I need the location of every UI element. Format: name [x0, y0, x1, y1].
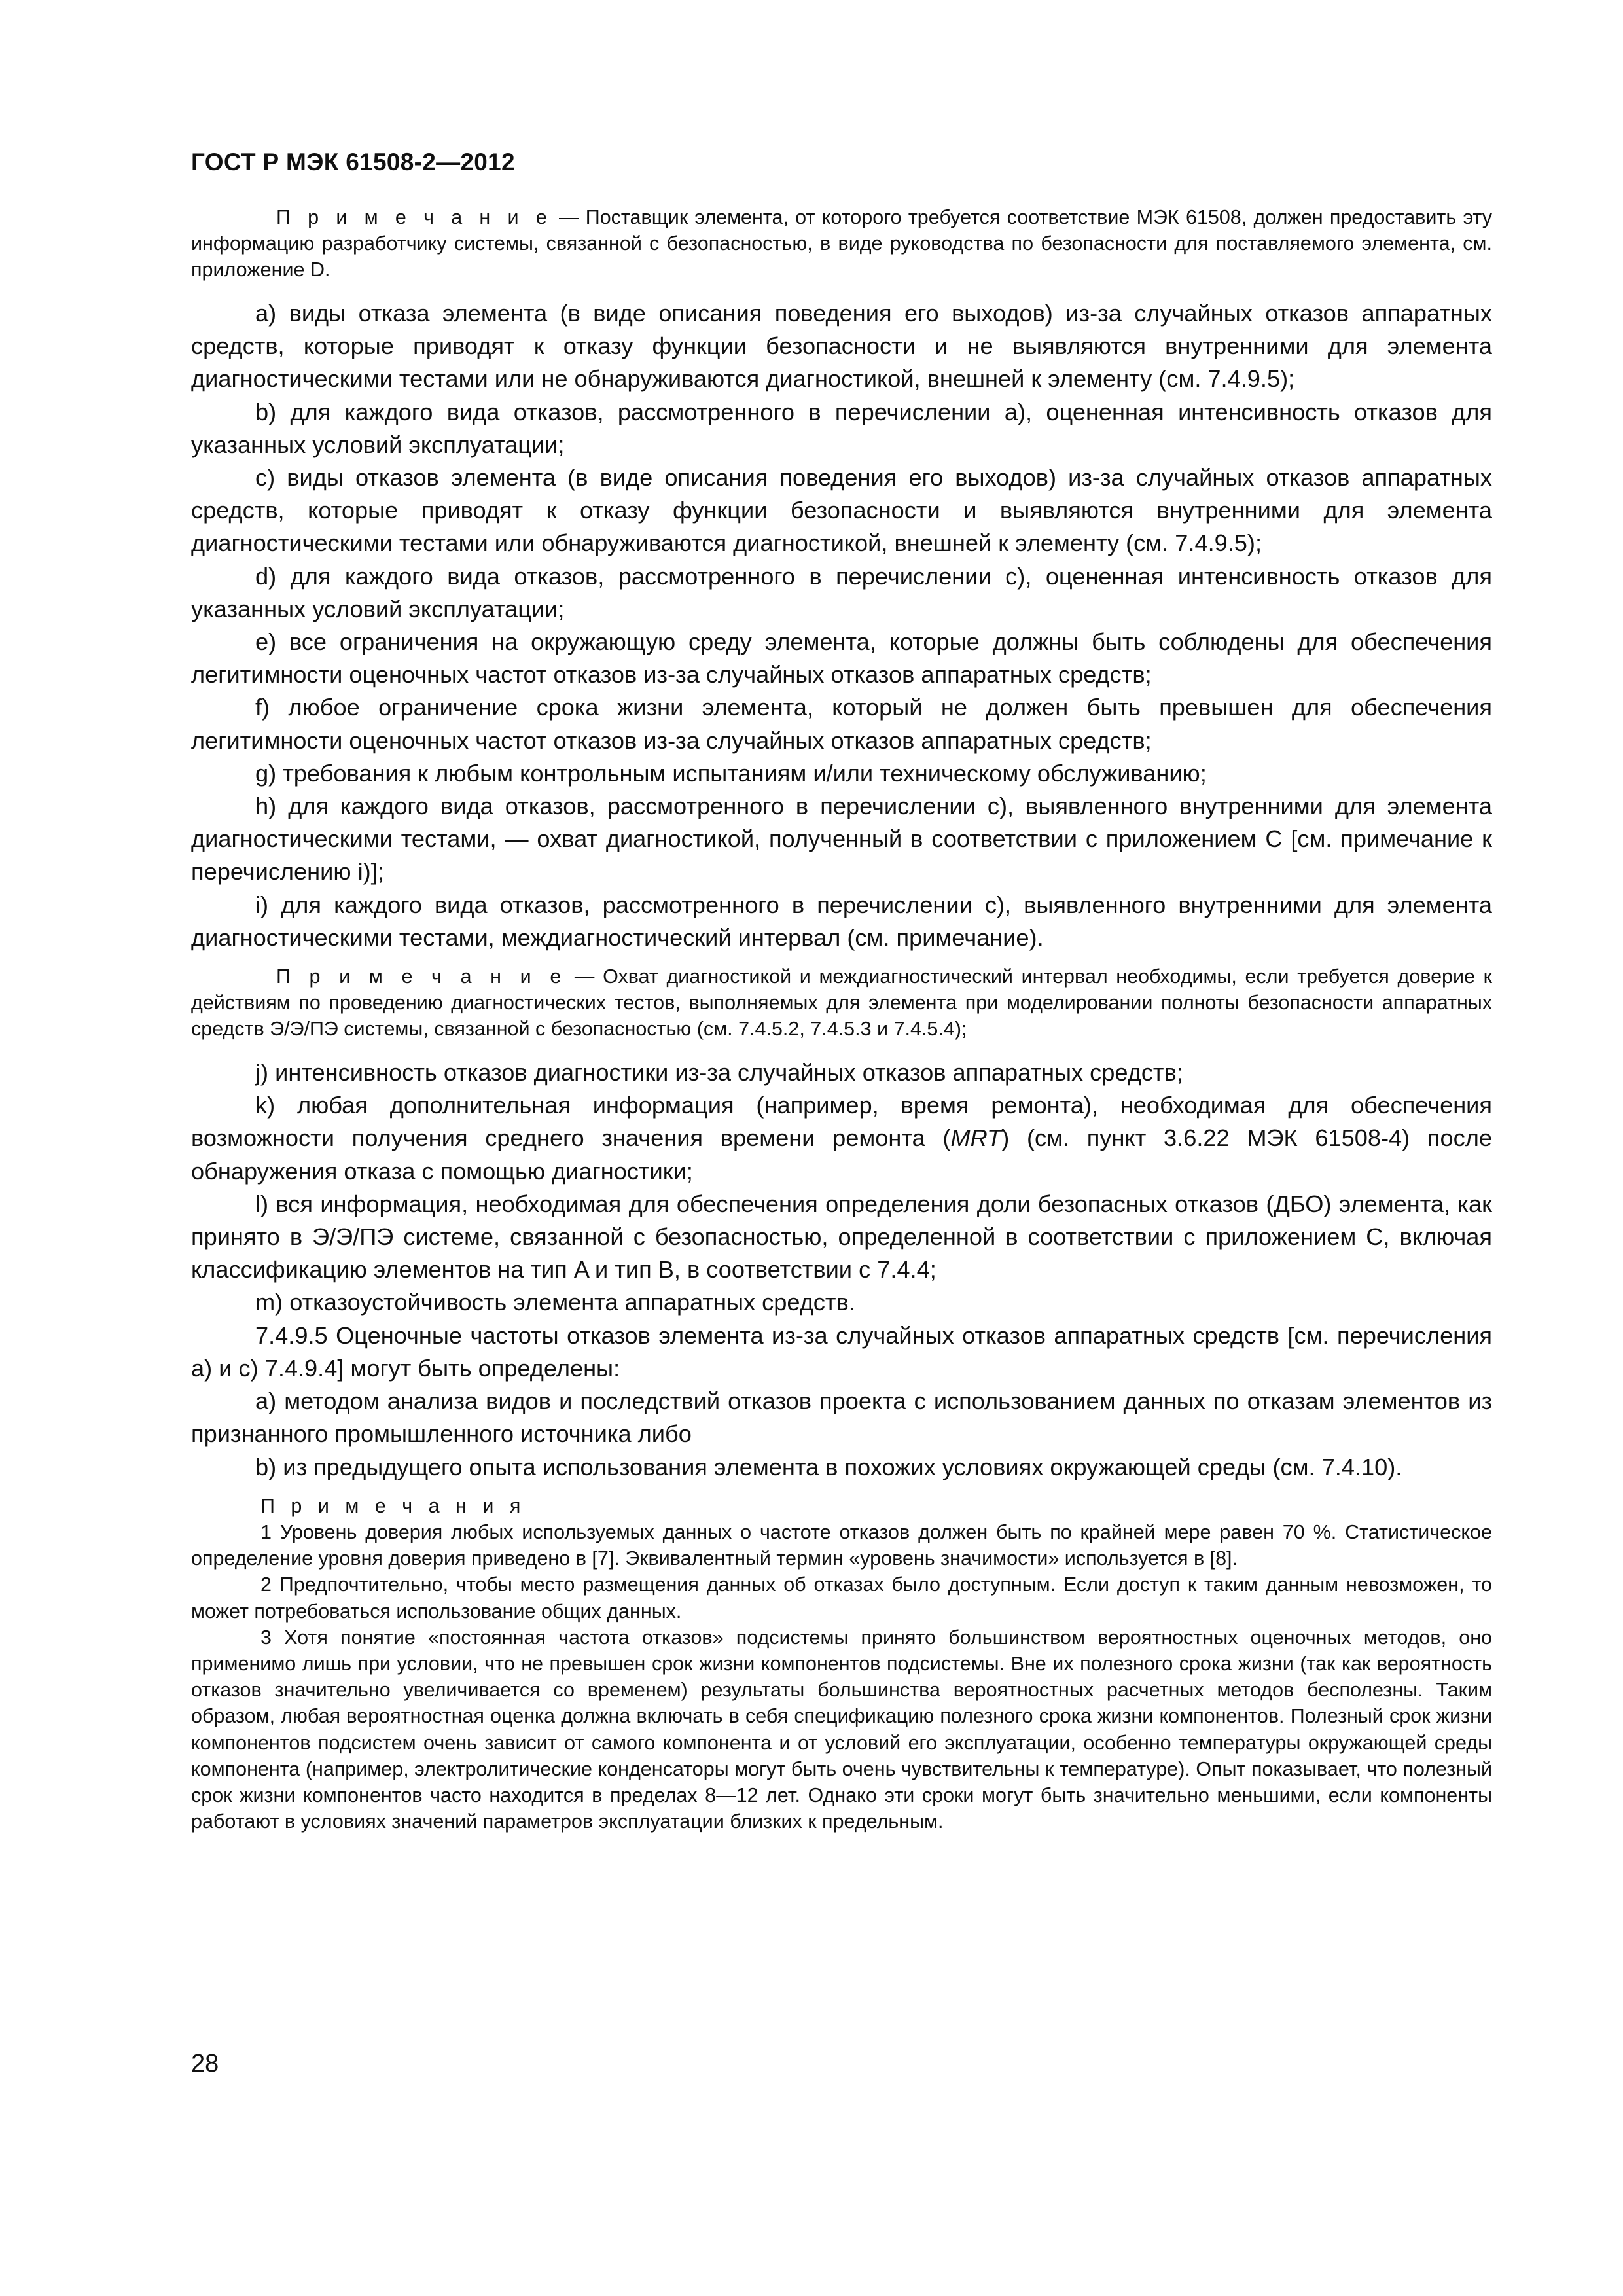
list-item-c: c) виды отказов элемента (в виде описания поведения его выходов) из-за случайных отказов аппаратных средств, которые приводят к отказу функции безопасности и выявляются внутренними для элемента диагностическими тестами или обнаруживаются диагностикой, внешней к элементу (см. 7.4.9.5); [191, 464, 1492, 557]
note-supplier [191, 204, 1492, 283]
notes-block [191, 1493, 1492, 1835]
list-items-continued [191, 1056, 1492, 1484]
method-a: a) методом анализа видов и последствий отказов проекта с использованием данных по отказам элементов из признанного промышленного источника либо [191, 1388, 1492, 1448]
note-text: — Поставщик элемента, от которого требуется соответствие МЭК 61508, должен предоставить эту информацию разработчику системы, связанной с безопасностью, в виде руководства по безопасности для поставляемого элемента, см. приложение D. [191, 206, 1492, 281]
note-text: — Охват диагностикой и междиагностический интервал необходимы, если требуется доверие к действиям по проведению диагностических тестов, выполняемых для элемента при моделировании полноты безопасности аппаратных средств Э/Э/ПЭ системы, связанной с безопасностью (см. 7.4.5.2, 7.4.5.3 и 7.4.5.4); [191, 965, 1492, 1041]
list-item-k-text: k) любая дополнительная информация (например, время ремонта), необходимая для обеспечения возможности получения среднего значения времени ремонта ( [191, 1092, 1492, 1152]
list-item-l: l) вся информация, необходимая для обеспечения определения доли безопасных отказов (ДБО) элемента, как принято в Э/Э/ПЭ системе, связанной с безопасностью, определенной в соответствии с приложением C, включая классификацию элементов на тип A и тип B, в соответствии с 7.4.4; [191, 1190, 1492, 1283]
page-number: 28 [191, 2050, 219, 2077]
list-item-j: j) интенсивность отказов диагностики из-за случайных отказов аппаратных средств; [255, 1059, 1183, 1086]
list-item-d: d) для каждого вида отказов, рассмотренного в перечислении c), оцененная интенсивность отказов для указанных условий эксплуатации; [191, 562, 1492, 622]
document-page [191, 148, 1492, 1835]
method-b: b) из предыдущего опыта использования элемента в похожих условиях окружающей среды (см. 7.4.10). [255, 1453, 1402, 1480]
note-label: П р и м е ч а н и е [276, 965, 567, 988]
note-label: П р и м е ч а н и е [276, 206, 552, 228]
list-item-f: f) любое ограничение срока жизни элемента, который не должен быть превышен для обеспечения легитимности оценочных частот отказов из-за случайных отказов аппаратных средств; [191, 694, 1492, 754]
list-item-b: b) для каждого вида отказов, рассмотренного в перечислении a), оцененная интенсивность отказов для указанных условий эксплуатации; [191, 398, 1492, 458]
notes-label: П р и м е ч а н и я [260, 1494, 526, 1517]
list-item-h: h) для каждого вида отказов, рассмотренного в перечислении c), выявленного внутренними для элемента диагностическими тестами, — охват диагностикой, полученный в соответствии с приложением C [см. примечание к перечислению i)]; [191, 793, 1492, 886]
list-item-k [191, 1089, 1492, 1188]
list-item-a: a) виды отказа элемента (в виде описания поведения его выходов) из-за случайных отказов аппаратных средств, которые приводят к отказу функции безопасности и не выявляются внутренними для элемента диагностическими тестами или не обнаруживаются диагностикой, внешней к элементу (см. 7.4.9.5); [191, 300, 1493, 393]
note-3: 3 Хотя понятие «постоянная частота отказов» подсистемы принято большинством вероятностных оценочных методов, оно применимо лишь при условии, что не превышен срок жизни компонентов подсистемы. Вне их полезного срока жизни (так как вероятность отказов значительно увеличивается со временем) результаты большинства вероятностных расчетных методов бесполезны. Таким образом, любая вероятностная оценка должна включать в себя спецификацию полезного срока жизни компонентов. Полезный срок жизни компонентов подсистем очень зависит от самого компонента и от условий его эксплуатации, особенно температуры окружающей среды компонента (например, электролитические конденсаторы могут быть очень чувствительны к температуре). Опыт показывает, что полезный срок жизни компонентов часто находится в пределах 8—12 лет. Однако эти сроки могут быть значительно меньшими, если компоненты работают в условиях значений параметров эксплуатации близких к предельным. [191, 1626, 1492, 1833]
list-item-i: i) для каждого вида отказов, рассмотренного в перечислении c), выявленного внутренними для элемента диагностическими тестами, междиагностический интервал (см. примечание). [191, 891, 1492, 951]
list-item-k-text-end: ) (см. пункт 3.6.22 МЭК 61508-4) после обнаружения отказа с помощью диагностики; [191, 1124, 1492, 1185]
note-2: 2 Предпочтительно, чтобы место размещения данных об отказах было доступным. Если доступ к таким данным невозможен, то может потребоваться использование общих данных. [191, 1573, 1492, 1623]
note-1: 1 Уровень доверия любых используемых данных о частоте отказов должен быть по крайней мере равен 70 %. Статистическое определение уровня доверия приведено в [7]. Эквивалентный термин «уровень значимости» используется в [8]. [191, 1520, 1492, 1570]
clause-7-4-9-5: 7.4.9.5 Оценочные частоты отказов элемента из-за случайных отказов аппаратных средств [см. перечисления a) и c) 7.4.9.4] могут быть определены: [191, 1321, 1492, 1382]
list-item-e: e) все ограничения на окружающую среду элемента, которые должны быть соблюдены для обеспечения легитимности оценочных частот отказов из-за случайных отказов аппаратных средств; [191, 628, 1492, 689]
list-item-g: g) требования к любым контрольным испытаниям и/или техническому обслуживанию; [255, 759, 1207, 787]
document-header: ГОСТ Р МЭК 61508-2—2012 [191, 149, 515, 175]
notes-heading [191, 1493, 1492, 1519]
mrt-term: MRT [950, 1124, 1002, 1152]
list-items [191, 297, 1492, 954]
note-diagnostic-coverage [191, 963, 1492, 1042]
list-item-m: m) отказоустойчивость элемента аппаратных средств. [255, 1289, 855, 1316]
